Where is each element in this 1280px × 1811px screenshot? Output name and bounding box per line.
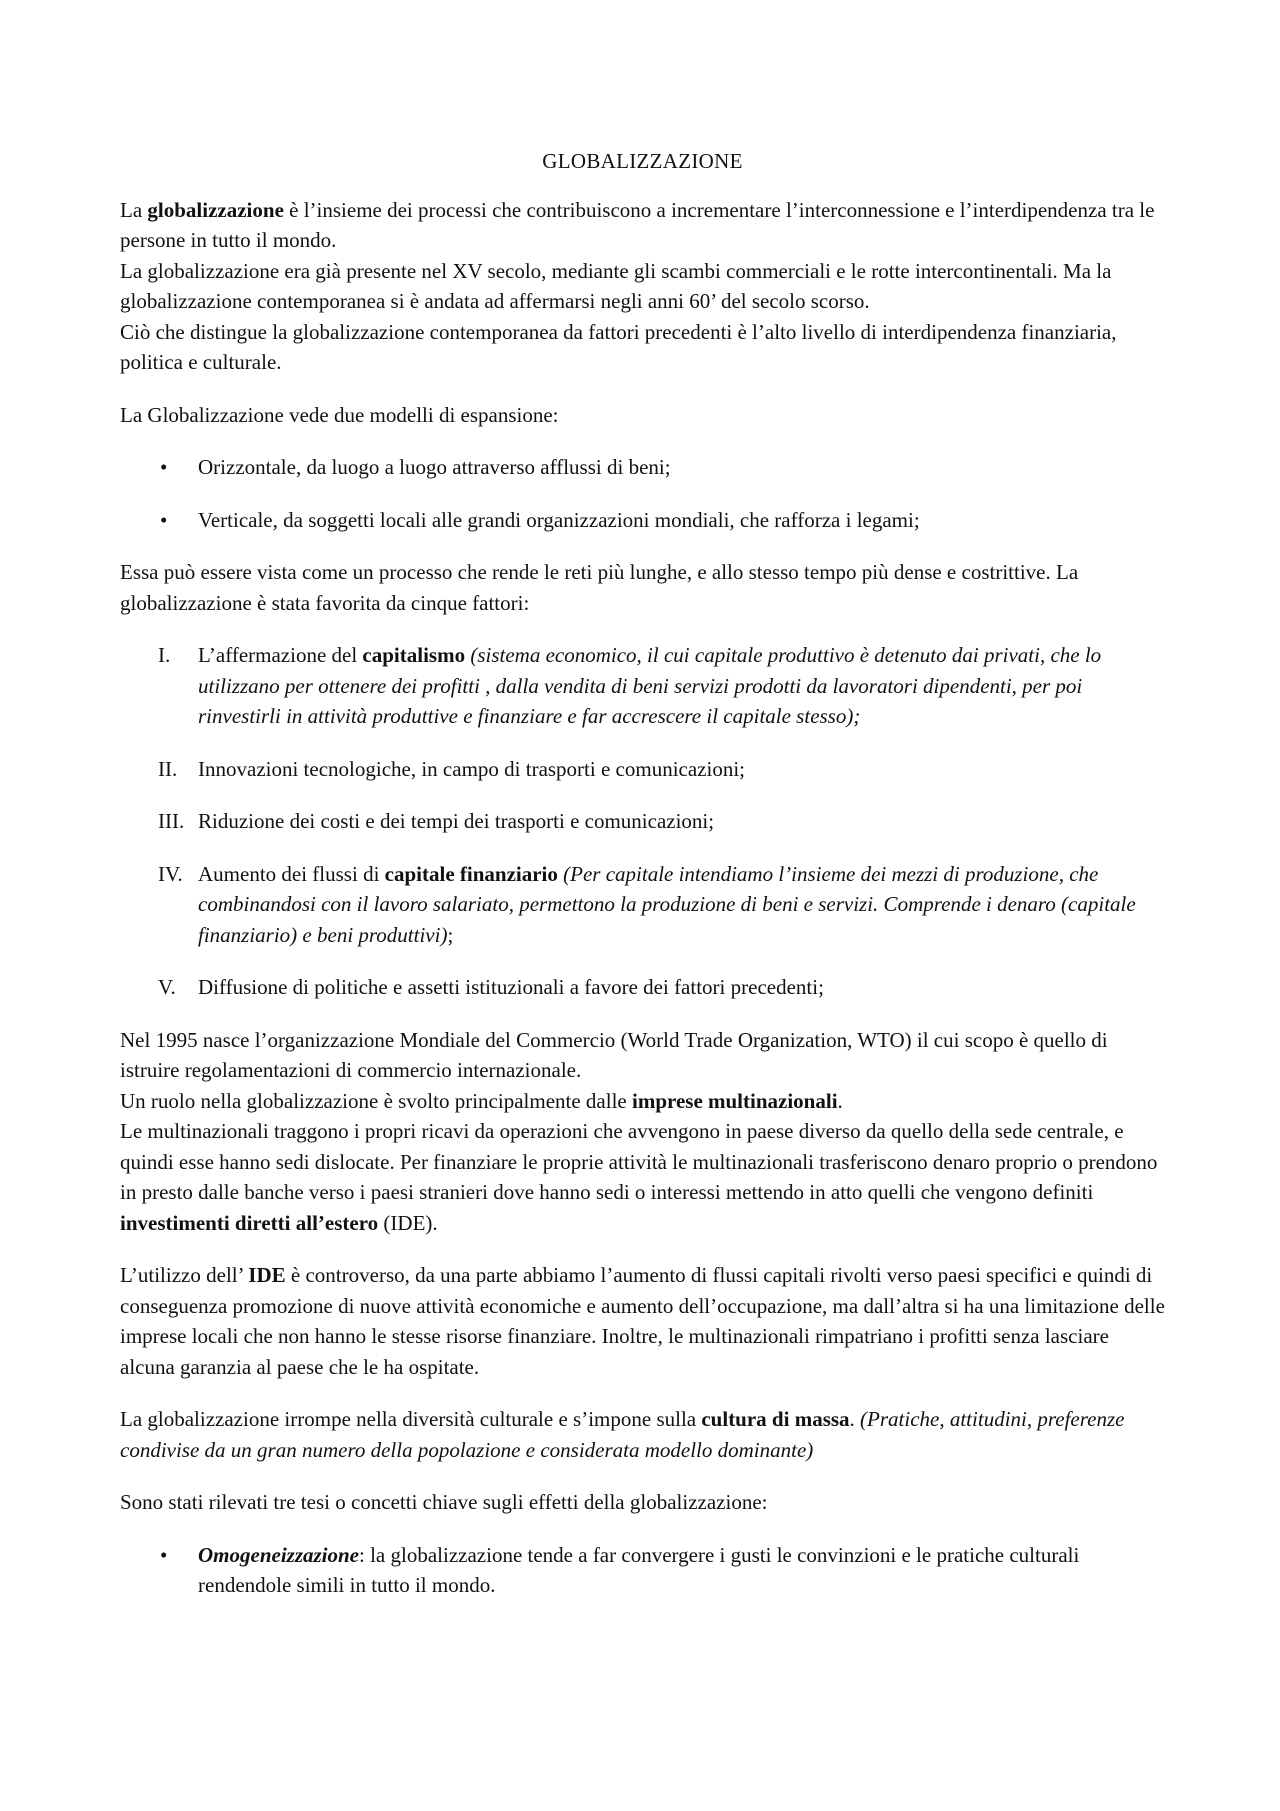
list-number: I. — [158, 643, 171, 667]
list-number: V. — [158, 975, 176, 999]
intro-paragraph: La globalizzazione è l’insieme dei processi che contribuiscono a incrementare l’interconnessione e l’interdipendenza tra le persone in tutto il mondo. La globalizzazione era già presente nel XV secolo, mediante gli scambi commerciali e le rotte intercontinentali. Ma la globalizzazione contemporanea si è andata ad affermarsi negli anni 60’ del secolo scorso. Ciò che distingue la globalizzazione contemporanea da fattori precedenti è l’alto livello di interdipendenza finanziaria, politica e culturale. — [120, 197, 1155, 374]
list-item: • Omogeneizzazione: la globalizzazione tende a far convergere i gusti le convinzioni e le pratiche culturali rendendole simili in tutto il mondo. — [120, 1540, 1165, 1601]
list-item: III. Riduzione dei costi e dei tempi dei trasporti e comunicazioni; — [120, 806, 1165, 837]
term-globalizzazione: globalizzazione — [147, 197, 284, 222]
page-title: GLOBALIZZAZIONE — [542, 149, 743, 173]
list-item: • Orizzontale, da luogo a luogo attraverso afflussi di beni; — [120, 452, 1165, 483]
models-list — [120, 452, 1165, 535]
term-omogeneizzazione: Omogeneizzazione — [198, 1542, 360, 1567]
list-item: IV. Aumento dei flussi di capitale finanziario (Per capitale intendiamo l’insieme dei mezzi di produzione, che combinandosi con il lavoro salariato, permettono la produzione di beni e servizi. Comprende i denaro (capitale finanziario) e beni produttivi); — [120, 859, 1165, 951]
theses-intro: Sono stati rilevati tre tesi o concetti chiave sugli effetti della globalizzazione: — [120, 1490, 768, 1514]
term-capitale-finanziario: capitale finanziario — [384, 861, 558, 886]
factors-intro: Essa può essere vista come un processo che rende le reti più lunghe, e allo stesso tempo più dense e costrittive. La globalizzazione è stata favorita da cinque fattori: — [120, 560, 1079, 615]
list-item: • Verticale, da soggetti locali alle grandi organizzazioni mondiali, che rafforza i legami; — [120, 505, 1165, 536]
list-item: II. Innovazioni tecnologiche, in campo di trasporti e comunicazioni; — [120, 754, 1165, 785]
factors-list — [120, 640, 1165, 1003]
term-cultura-di-massa: cultura di massa — [701, 1407, 850, 1431]
list-number: III. — [158, 809, 185, 833]
bullet-icon: • — [160, 455, 168, 479]
term-ide: IDE — [248, 1263, 286, 1287]
term-investimenti-diretti: investimenti diretti all’estero — [120, 1210, 379, 1235]
document-page — [120, 146, 1165, 1623]
ide-paragraph: L’utilizzo dell’ IDE è controverso, da una parte abbiamo l’aumento di flussi capitali rivolti verso paesi specifici e quindi di conseguenza promozione di nuove attività economiche e aumento dell’occupazione, ma dall’altra si ha una limitazione delle imprese locali che non hanno le stesse risorse finanziare. Inoltre, le multinazionali rimpatriano i profitti senza lasciare alcuna garanzia al paese che le ha ospitate. — [120, 1263, 1165, 1379]
models-intro: La Globalizzazione vede due modelli di espansione: — [120, 402, 559, 427]
wto-paragraph: Nel 1995 nasce l’organizzazione Mondiale del Commercio (World Trade Organization, WTO) il cui scopo è quello di istruire regolamentazioni di commercio internazionale. Un ruolo nella globalizzazione è svolto principalmente dalle imprese multinazionali. Le multinazionali traggono i propri ricavi da operazioni che avvengono in paese diverso da quello della sede centrale, e quindi esse hanno sedi dislocate. Per finanziare le proprie attività le multinazionali trasferiscono denaro proprio o prendono in presto dalle banche verso i paesi stranieri dove hanno sedi o interessi mettendo in atto quelli che vengono definiti investimenti diretti all’estero (IDE). — [120, 1027, 1158, 1235]
list-item: V. Diffusione di politiche e assetti istituzionali a favore dei fattori precedenti; — [120, 972, 1165, 1003]
bullet-icon: • — [160, 507, 168, 532]
list-number: II. — [158, 756, 178, 781]
list-item: I. L’affermazione del capitalismo (sistema economico, il cui capitale produttivo è detenuto dai privati, che lo utilizzano per ottenere dei profitti , dalla vendita di beni servizi prodotti da lavoratori dipendenti, per poi rinvestirli in attività produttive e finanziare e far accrescere il capitale stesso); — [120, 640, 1165, 732]
term-imprese-multinazionali: imprese multinazionali — [632, 1088, 838, 1113]
bullet-icon: • — [160, 1542, 168, 1567]
culture-paragraph: La globalizzazione irrompe nella diversità culturale e s’impone sulla cultura di massa. (Pratiche, attitudini, preferenze condivise da un gran numero della popolazione e considerata modello dominante) — [120, 1407, 1125, 1462]
theses-list — [120, 1540, 1165, 1601]
list-number: IV. — [158, 861, 183, 886]
term-capitalismo: capitalismo — [362, 643, 466, 667]
